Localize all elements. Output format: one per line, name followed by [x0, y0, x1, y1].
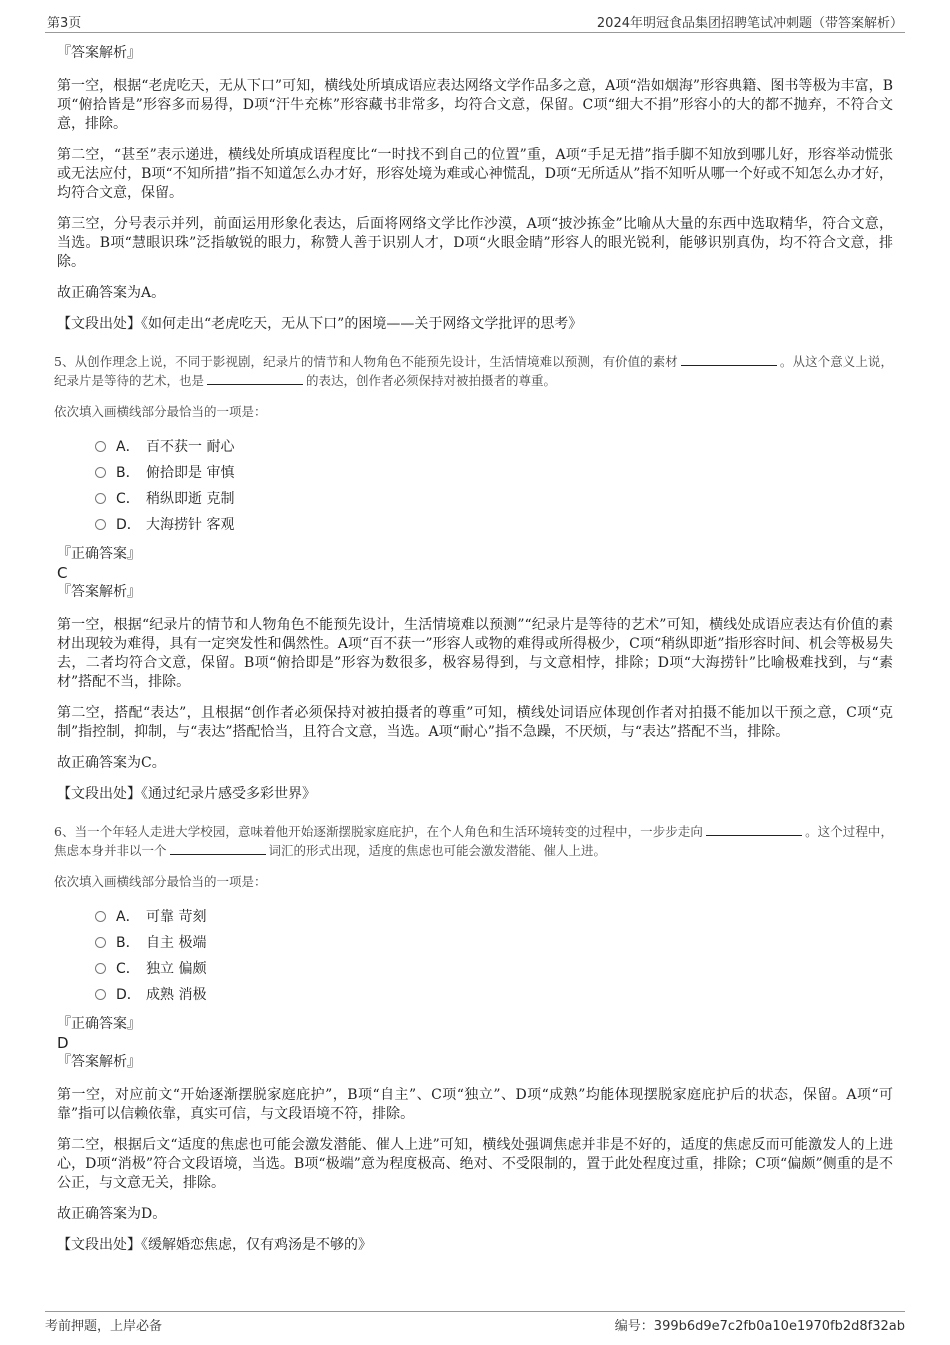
radio-icon[interactable]	[95, 963, 106, 974]
document-id: 编号：399b6d9e7c2fb0a10e1970fb2d8f32ab	[614, 1319, 905, 1334]
radio-icon[interactable]	[95, 989, 106, 1000]
q6-analysis-para-1: 第一空，对应前文“开始逐渐摆脱家庭庇护”，B项“自主”、C项“独立”、D项“成熟”均能体现摆脱家庭庇护后的状态，保留。A项“可靠”指可以信赖依靠，真实可信，与文段语境不符，排除。	[57, 1087, 893, 1122]
radio-icon[interactable]	[95, 493, 106, 504]
q6-text-a: 6、当一个年轻人走进大学校园，意味着他开始逐渐摆脱家庭庇护，在个人角色和生活环境转变的过程中，一步步走向	[54, 824, 703, 839]
radio-icon[interactable]	[95, 441, 106, 452]
page-number: 第3页	[47, 16, 82, 31]
question-6	[54, 822, 893, 860]
page-content	[54, 44, 893, 1267]
q6-instruction: 依次填入画横线部分最恰当的一项是：	[54, 874, 267, 889]
prev-analysis-para-3: 第三空，分号表示并列，前面运用形象化表达，后面将网络文学比作沙漠，A项“披沙拣金”比喻从大量的东西中选取精华，符合文意，当选。B项“慧眼识珠”泛指敏锐的眼力，称赞人善于识别人才，D项“火眼金睛”形容人的眼光锐利，能够识别真伪，均不符合文意，排除。	[57, 216, 893, 270]
radio-icon[interactable]	[95, 911, 106, 922]
q5-options	[95, 433, 893, 537]
q6-text-c: 词汇的形式出现，适度的焦虑也可能会激发潜能、催人上进。	[268, 843, 607, 858]
q5-option-c[interactable]: C． 稍纵即逝 克制	[95, 485, 893, 511]
q5-option-b[interactable]: B． 俯拾即是 审慎	[95, 459, 893, 485]
page-footer	[45, 1311, 905, 1336]
prev-analysis-para-2: 第二空，“甚至”表示递进，横线处所填成语程度比“一时找不到自己的位置”重，A项“手足无措”指手脚不知放到哪儿好，形容举动慌张或无法应付，B项“不知所措”指不知道怎么办才好，形容处境为难或心神慌乱，D项“无所适从”指不知听从哪一个好或不知怎么办才好，均符合文意，保留。	[57, 147, 893, 201]
prev-conclusion: 故正确答案为A。	[57, 285, 166, 301]
q5-analysis-para-2: 第二空，搭配“表达”，且根据“创作者必须保持对被拍摄者的尊重”可知，横线处词语应体现创作者对拍摄不能加以干预之意，C项“克制”指控制，抑制，与“表达”搭配恰当，且符合文意，当选。A项“耐心”指不急躁，不厌烦，与“表达”搭配不当，排除。	[57, 705, 893, 740]
radio-icon[interactable]	[95, 519, 106, 530]
q5-source: 【文段出处】《通过纪录片感受多彩世界》	[57, 786, 316, 802]
q6-conclusion: 故正确答案为D。	[57, 1206, 167, 1222]
q6-source: 【文段出处】《缓解婚恋焦虑，仅有鸡汤是不够的》	[57, 1237, 372, 1253]
prev-analysis-para-1: 第一空，根据“老虎吃天，无从下口”可知，横线处所填成语应表达网络文学作品多之意，A项“浩如烟海”形容典籍、图书等极为丰富，B项“俯拾皆是”形容多而易得，D项“汗牛充栋”形容藏书非常多，均符合文意，保留。C项“细大不捐”形容小的大的都不抛弃，不符合文意，排除。	[57, 78, 893, 132]
q5-conclusion: 故正确答案为C。	[57, 755, 166, 771]
document-title: 2024年明冠食品集团招聘笔试冲刺题（带答案解析）	[596, 16, 903, 31]
q5-option-a[interactable]: A． 百不获一 耐心	[95, 433, 893, 459]
q5-correct-label: 『正确答案』	[57, 546, 141, 562]
question-5	[54, 352, 893, 390]
q6-blank-2	[170, 842, 266, 855]
q5-correct-answer: C	[57, 564, 68, 582]
q6-option-a[interactable]: A． 可靠 苛刻	[95, 903, 893, 929]
footer-slogan: 考前押题，上岸必备	[45, 1319, 163, 1334]
q5-analysis-label: 『答案解析』	[57, 584, 141, 600]
page-header	[45, 10, 905, 33]
q6-analysis-label: 『答案解析』	[57, 1054, 141, 1070]
radio-icon[interactable]	[95, 937, 106, 948]
q6-blank-1	[706, 823, 802, 836]
q6-option-b[interactable]: B． 自主 极端	[95, 929, 893, 955]
q6-option-d[interactable]: D． 成熟 消极	[95, 981, 893, 1007]
radio-icon[interactable]	[95, 467, 106, 478]
q5-blank-2	[207, 372, 303, 385]
prev-source: 【文段出处】《如何走出“老虎吃天，无从下口”的困境——关于网络文学批评的思考》	[57, 316, 583, 332]
q6-correct-label: 『正确答案』	[57, 1016, 141, 1032]
q6-text-b: 。这个过程中，焦虑本身并非以一个	[54, 824, 893, 858]
prev-analysis-label: 『答案解析』	[57, 45, 141, 61]
q5-text-c: 的表达，创作者必须保持对被拍摄者的尊重。	[306, 373, 557, 388]
q6-analysis-para-2: 第二空，根据后文“适度的焦虑也可能会激发潜能、催人上进”可知，横线处强调焦虑并非是不好的，适度的焦虑反而可能激发人的上进心，D项“消极”符合文段语境，当选。B项“极端”意为程度极高、绝对、不受限制的，置于此处程度过重，排除；C项“偏颇”侧重的是不公正，与文意无关，排除。	[57, 1137, 893, 1191]
q5-text-b: 。从这个意义上说，纪录片是等待的艺术，也是	[54, 354, 893, 388]
q6-option-c[interactable]: C． 独立 偏颇	[95, 955, 893, 981]
q5-option-d[interactable]: D． 大海捞针 客观	[95, 511, 893, 537]
q5-text-a: 5、从创作理念上说，不同于影视剧，纪录片的情节和人物角色不能预先设计，生活情境难以预测，有价值的素材	[54, 354, 678, 369]
q5-blank-1	[681, 353, 777, 366]
q5-instruction: 依次填入画横线部分最恰当的一项是：	[54, 404, 267, 419]
q5-analysis-para-1: 第一空，根据“纪录片的情节和人物角色不能预先设计，生活情境难以预测”“纪录片是等待的艺术”可知，横线处成语应表达有价值的素材出现较为难得，具有一定突发性和偶然性。A项“百不获一”形容人或物的难得或所得极少，C项“稍纵即逝”指形容时间、机会等极易失去，二者均符合文意，保留。B项“俯拾即是”形容为数很多，极容易得到，与文意相悖，排除；D项“大海捞针”比喻极难找到，与“素材”搭配不当，排除。	[57, 617, 893, 690]
q6-options	[95, 903, 893, 1007]
q6-correct-answer: D	[57, 1034, 69, 1052]
